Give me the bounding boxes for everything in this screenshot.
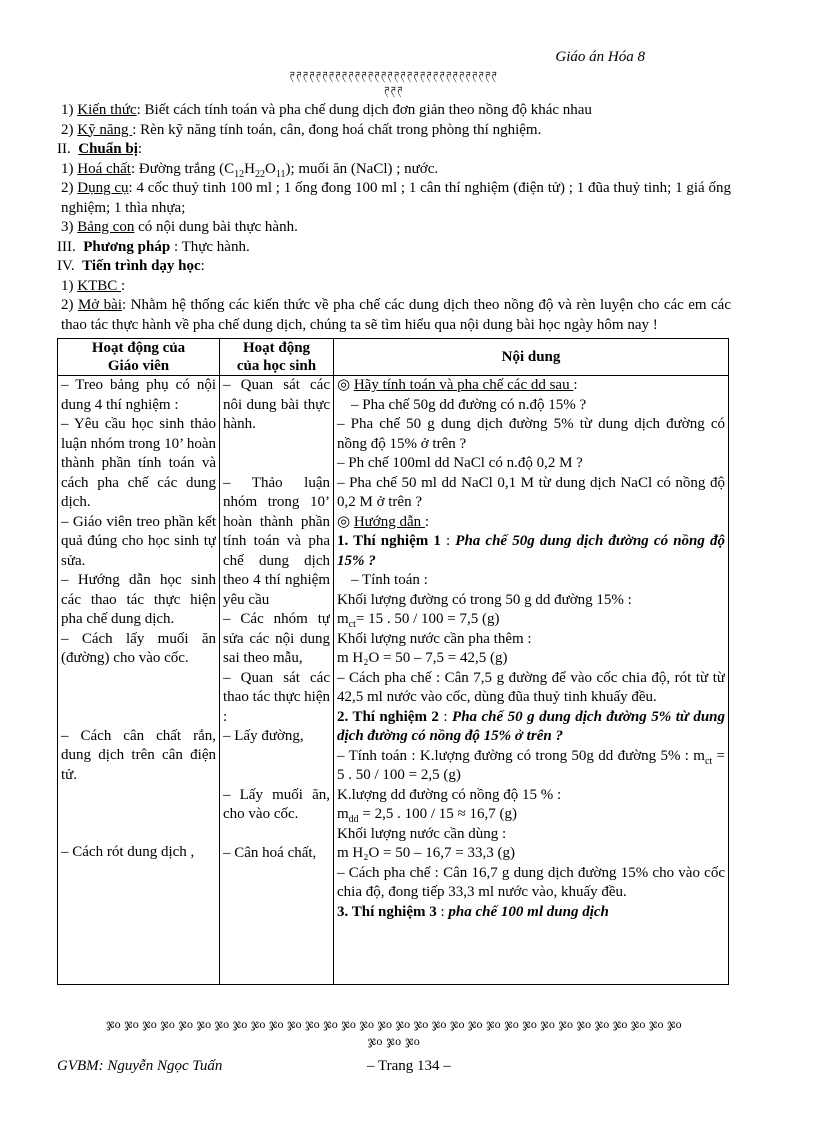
- list-item: – Hướng dẫn học sinh các thao tác thực hiện pha chế dung dịch.: [61, 572, 216, 627]
- bullet-icon: ◎: [337, 513, 351, 530]
- t: – Tính toán : K.lượng đường có trong 50g dd đường 5% : m: [337, 747, 705, 764]
- footer-author: GVBM: Nguyễn Ngọc Tuấn: [57, 1058, 223, 1074]
- list-item: – Cách cân chất rắn, dung dịch trên cân điện tử.: [61, 727, 216, 783]
- objective-skill: [57, 121, 731, 141]
- bullet-icon: ◎: [337, 377, 351, 393]
- student-cell: [220, 376, 334, 985]
- section-method: [57, 238, 731, 258]
- text: : Nhằm hệ thống các kiến thức về pha chế các dung dịch theo nồng độ và rèn luyện cho các em các thao tác thực hành về pha chế dung dịch, chúng ta sẽ tìm hiểu qua nội dung bài học ngày hôm nay !: [61, 297, 731, 333]
- t: = 2,5 . 100 / 15 ≈ 16,7 (g): [358, 806, 518, 822]
- footer-ornament: [57, 1016, 731, 1050]
- list-item: – Cân hoá chất,: [223, 844, 317, 861]
- table-row: [58, 376, 729, 985]
- section-title: Chuẩn bị: [78, 141, 138, 157]
- calc-line: [337, 747, 725, 786]
- t: = 5 . 50 / 100 = 2,5 (g): [337, 747, 725, 783]
- header-ornament-row1: ཊཊཊཊཊཊཊཊཊཊཊཊཊཊཊཊཊཊཊཊཊཊཊཊཊཊཊཊཊཊཊཊ: [289, 70, 499, 80]
- text: ); muối ăn (NaCl) ; nước.: [285, 160, 439, 177]
- num: 1): [61, 160, 74, 177]
- page-header-title: Giáo án Hóa 8: [555, 49, 645, 65]
- section-preparation: II. Chuẩn bị:: [57, 141, 143, 157]
- task-item: – Pha chế 50g dd đường có n.độ 15% ?: [351, 396, 587, 413]
- num: III.: [57, 238, 76, 255]
- text: : Biết cách tính toán và pha chế dung dịch đơn giản theo nồng độ khác nhau: [136, 102, 592, 118]
- text: : Đường trắng (C: [130, 160, 235, 177]
- t: Pha chế 50 g dung dịch đường 5% từ dung dịch đường có nồng độ 15% ở trên ?: [337, 708, 725, 744]
- calc-line: m H₂O = 50 – 16,7 = 33,3 (g): [337, 845, 515, 861]
- t: 1. Thí nghiệm 1: [337, 533, 441, 549]
- list-item: – Giáo viên treo phần kết quả đúng cho học sinh tự sửa.: [61, 513, 216, 569]
- prep-board: [57, 218, 731, 238]
- list-item: – Treo bảng phụ có nội dung 4 thí nghiệm :: [61, 377, 216, 413]
- experiment-2-title: 2. Thí nghiệm 2 : Pha chế 50 g dung dịch đường 5% từ dung dịch đường có nồng độ 15% ở trên ?: [337, 708, 725, 744]
- t: :: [573, 377, 578, 393]
- footer-ornament-row1: ჯo ჯo ჯo ჯo ჯo ჯo ჯo ჯo ჯo ჯo ჯo ჯo ჯo ჯo ჯo ჯo ჯo ჯo ჯo ჯo ჯo ჯo ჯo ჯo ჯo ჯo ჯo ჯo ჯo ჯo ჯo ჯo: [106, 1017, 682, 1031]
- num: 2): [61, 297, 74, 313]
- task-heading: [337, 376, 725, 396]
- section-title: Tiến trình dạy học: [82, 258, 201, 274]
- experiment-3-title: 3. Thí nghiệm 3 : pha chế 100 ml dung dịch: [337, 903, 609, 920]
- t: m: [337, 806, 349, 822]
- t: 3. Thí nghiệm 3: [337, 903, 437, 920]
- num: IV.: [57, 258, 75, 274]
- lesson-table: [57, 338, 729, 985]
- task-item: – Pha chế 50 ml dd NaCl 0,1 M từ dung dịch NaCl có nồng độ 0,2 M ở trên ?: [337, 474, 725, 510]
- list-item: – Lấy đường,: [223, 728, 304, 744]
- list-item: – Các nhóm tự sửa các nội dung sai theo mẫu,: [223, 611, 330, 666]
- list-item: – Thảo luận nhóm trong 10’ hoàn thành phần tính toán và pha chế dung dịch theo 4 thí nghiệm yêu cầu: [223, 474, 330, 608]
- num: II.: [57, 141, 71, 157]
- list-item: – Cách lấy muối ăn (đường) cho vào cốc.: [61, 630, 216, 666]
- sub: 11: [275, 168, 286, 180]
- num: 1): [61, 277, 74, 294]
- t: Giáo viên: [107, 358, 170, 374]
- label: Bảng con: [77, 219, 135, 235]
- num: 2): [61, 121, 74, 138]
- text: có nội dung bài thực hành.: [134, 219, 298, 235]
- label: Mở bài: [77, 297, 122, 313]
- col-header-teacher: [58, 339, 220, 376]
- col-header-student: [220, 339, 334, 376]
- calc-line: – Tính toán :: [351, 572, 428, 588]
- sub: ct: [348, 619, 356, 630]
- prep-equipment: [57, 179, 731, 218]
- text: H: [244, 160, 255, 177]
- process-check: 1) KTBC :: [61, 277, 126, 294]
- page: [57, 48, 731, 985]
- footer-page-number: – Trang 134 –: [367, 1058, 451, 1074]
- list-item: – Yêu cầu học sinh thảo luận nhóm trong 10’ hoàn thành phần tính toán và cách pha chế các dung dịch.: [61, 416, 216, 510]
- objective-knowledge: [57, 101, 731, 121]
- sub: dd: [348, 814, 359, 825]
- label-knowledge: Kiến thức: [77, 102, 137, 118]
- sub: 12: [234, 168, 245, 180]
- table-header-row: [58, 339, 729, 376]
- calc-line: K.lượng dd đường có nồng độ 15 % :: [337, 786, 562, 803]
- sub: ct: [704, 755, 713, 767]
- label-skill: Kỹ năng: [77, 121, 133, 138]
- calc-line: Khối lượng nước cần pha thêm :: [337, 630, 532, 647]
- task-item: – Ph chế 100ml dd NaCl có n.độ 0,2 M ?: [337, 455, 583, 471]
- num: 2): [61, 180, 74, 196]
- t: Pha chế 50g dung dịch đường có nồng độ 15% ?: [337, 533, 725, 569]
- num: 1): [61, 102, 74, 118]
- calc-line: m H₂O = 50 – 7,5 = 42,5 (g): [337, 650, 508, 666]
- num: 3): [61, 219, 74, 235]
- col-header-content: Nội dung: [334, 339, 729, 376]
- sub: 22: [254, 168, 265, 180]
- calc-line: [337, 610, 725, 630]
- prep-line: – Cách pha chế : Cân 7,5 g đường để vào cốc chia độ, rót từ từ 42,5 ml nước vào cốc, dùng đũa thuỷ tinh khuấy đều.: [337, 669, 725, 705]
- text: : Thực hành.: [173, 238, 250, 255]
- t: của học sinh: [236, 358, 317, 374]
- label: Hoá chất: [77, 160, 131, 177]
- calc-line: Khối lượng đường có trong 50 g dd đường 15% :: [337, 591, 632, 608]
- guide-heading: [337, 513, 725, 533]
- calc-line: Khối lượng nước cần dùng :: [337, 825, 507, 842]
- t: 2. Thí nghiệm 2: [337, 708, 439, 725]
- text: O: [264, 160, 276, 177]
- t: :: [424, 513, 430, 530]
- label: KTBC: [77, 277, 122, 294]
- calc-line: [337, 805, 725, 825]
- t: = 15 . 50 / 100 = 7,5 (g): [355, 611, 500, 627]
- list-item: – Cách rót dung dịch ,: [61, 844, 195, 860]
- t: Hoạt động: [242, 340, 311, 356]
- list-item: – Lấy muối ăn, cho vào cốc.: [223, 786, 330, 822]
- task-item: – Pha chế 50 g dung dịch đường 5% từ dung dịch đường có nồng độ 15% ở trên ?: [337, 416, 725, 452]
- t: Hãy tính toán và pha chế các dd sau: [353, 377, 574, 393]
- prep-chemicals: [57, 160, 731, 180]
- content-cell: [334, 376, 729, 985]
- t: Hướng dẫn: [353, 513, 425, 530]
- t: Hoạt động của: [91, 340, 186, 356]
- t: pha chế 100 ml dung dịch: [448, 903, 609, 920]
- process-intro: [57, 296, 731, 335]
- label: Dụng cụ: [77, 180, 129, 196]
- section-title: Phương pháp: [83, 238, 171, 255]
- text: : Rèn kỹ năng tính toán, cân, đong hoá chất trong phòng thí nghiệm.: [132, 121, 542, 138]
- prep-line: – Cách pha chế : Cân 16,7 g dung dịch đường 15% cho vào cốc chia độ, đong tiếp 33,3 ml nước vào, khuấy đều.: [337, 864, 725, 900]
- header-ornament-row2: ཊཊཊ: [384, 85, 404, 95]
- experiment-1-title: 1. Thí nghiệm 1 : Pha chế 50g dung dịch đường có nồng độ 15% ?: [337, 533, 725, 569]
- list-item: – Quan sát các thao tác thực hiện :: [223, 669, 330, 725]
- text: : 4 cốc thuỷ tinh 100 ml ; 1 ống đong 100 ml ; 1 cân thí nghiệm (điện tử) ; 1 đũa thuỷ tinh; 1 giá ống nghiệm; 1 thìa nhựa;: [61, 180, 731, 216]
- list-item: – Quan sát các nôi dung bài thực hành.: [223, 377, 330, 432]
- teacher-cell: [58, 376, 220, 985]
- t: m: [337, 611, 349, 627]
- section-process: IV. Tiến trình dạy học:: [57, 258, 205, 274]
- footer-ornament-row2: ჯo ჯo ჯo: [367, 1034, 421, 1048]
